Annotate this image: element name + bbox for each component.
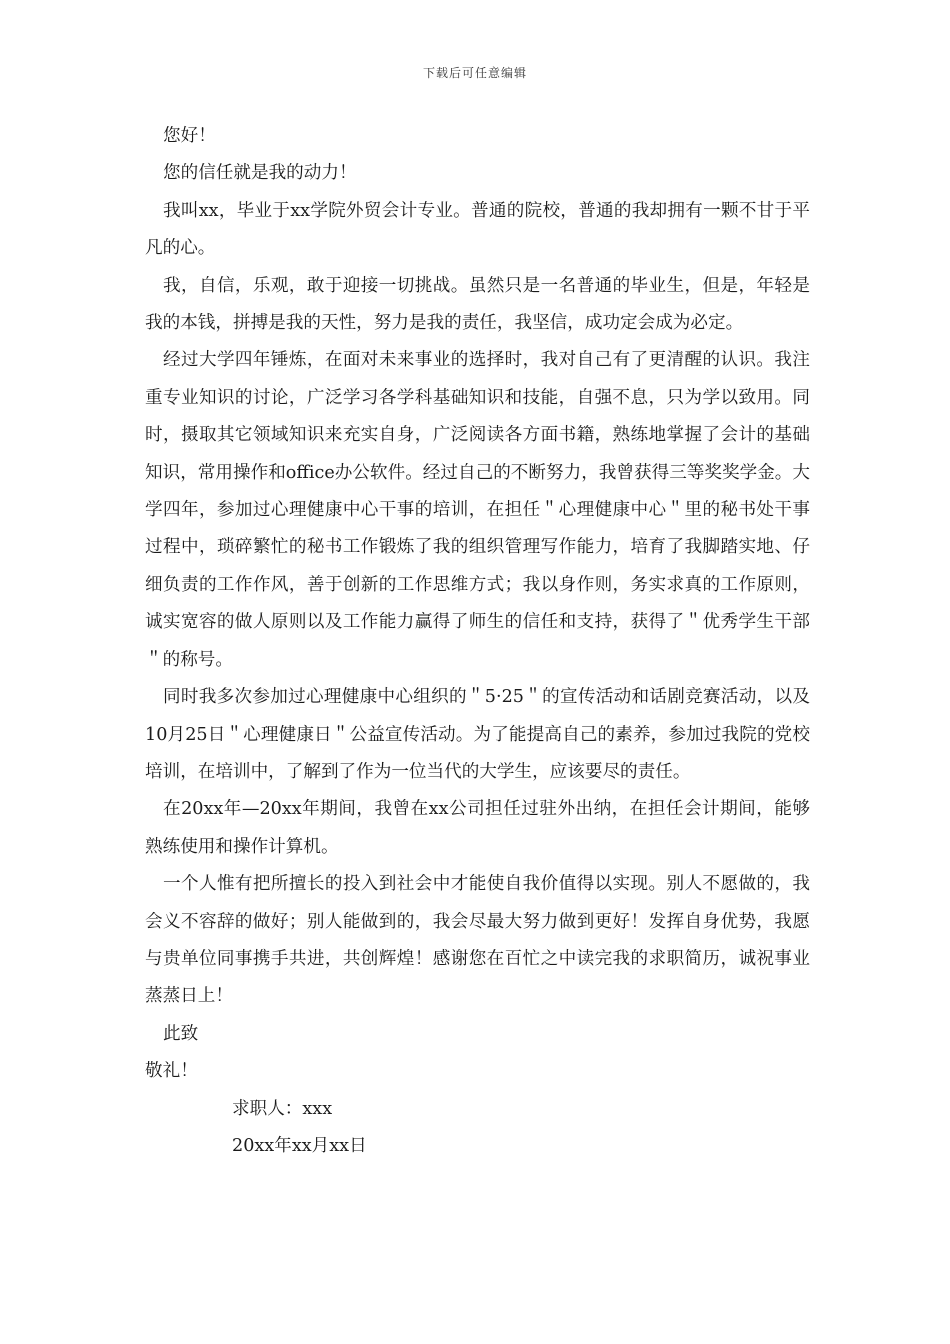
letter-body <box>145 118 810 1165</box>
greeting: 您好！ <box>163 126 216 146</box>
closing-salute: 敬礼！ <box>145 1061 198 1082</box>
signature-date: 20xx年xx月xx日 <box>232 1135 367 1156</box>
signature: 求职人：xxx <box>232 1098 333 1119</box>
paragraph-university: 经过大学四年锤炼，在面对未来事业的选择时，我对自己有了更清醒的认识。我注重专业知识的讨论，广泛学习各学科基础知识和技能，自强不息，只为学以致用。同时，摄取其它领域知识来充实自身，广泛阅读各方面书籍，熟练地掌握了会计的基础知识，常用操作和office办公软件。经过自己的不断努力，我曾获得三等奖奖学金。大学四年，参加过心理健康中心干事的培训，在担任＂心理健康中心＂里的秘书处干事过程中，琐碎繁忙的秘书工作锻炼了我的组织管理写作能力，培育了我脚踏实地、仔细负责的工作作风，善于创新的工作思维方式；我以身作则，务实求真的工作原则，诚实宽容的做人原则以及工作能力赢得了师生的信任和支持，获得了＂优秀学生干部＂的称号。 <box>145 350 810 670</box>
paragraph-work-experience: 在20xx年—20xx年期间，我曾在xx公司担任过驻外出纳，在担任会计期间，能够熟练使用和操作计算机。 <box>145 799 810 857</box>
paragraph-activities: 同时我多次参加过心理健康中心组织的＂5·25＂的宣传活动和话剧竞赛活动，以及10月25日＂心理健康日＂公益宣传活动。为了能提高自己的素养，参加过我院的党校培训，在培训中，了解到了作为一位当代的大学生，应该要尽的责任。 <box>145 687 810 782</box>
paragraph-intro: 我叫xx，毕业于xx学院外贸会计专业。普通的院校，普通的我却拥有一颗不甘于平凡的心。 <box>145 200 810 259</box>
header-note: 下载后可任意编辑 <box>422 66 527 80</box>
paragraph-personality: 我，自信，乐观，敢于迎接一切挑战。虽然只是一名普通的毕业生，但是，年轻是我的本钱，拼搏是我的天性，努力是我的责任，我坚信，成功定会成为必定。 <box>145 275 810 334</box>
paragraph-conclusion: 一个人惟有把所擅长的投入到社会中才能使自我价值得以实现。别人不愿做的，我会义不容辞的做好；别人能做到的，我会尽最大努力做到更好！发挥自身优势，我愿与贵单位同事携手共进，共创辉煌！感谢您在百忙之中读完我的求职简历，诚祝事业蒸蒸日上！ <box>145 874 810 1007</box>
closing-regards: 此致 <box>163 1023 199 1044</box>
motto: 您的信任就是我的动力！ <box>163 163 357 184</box>
